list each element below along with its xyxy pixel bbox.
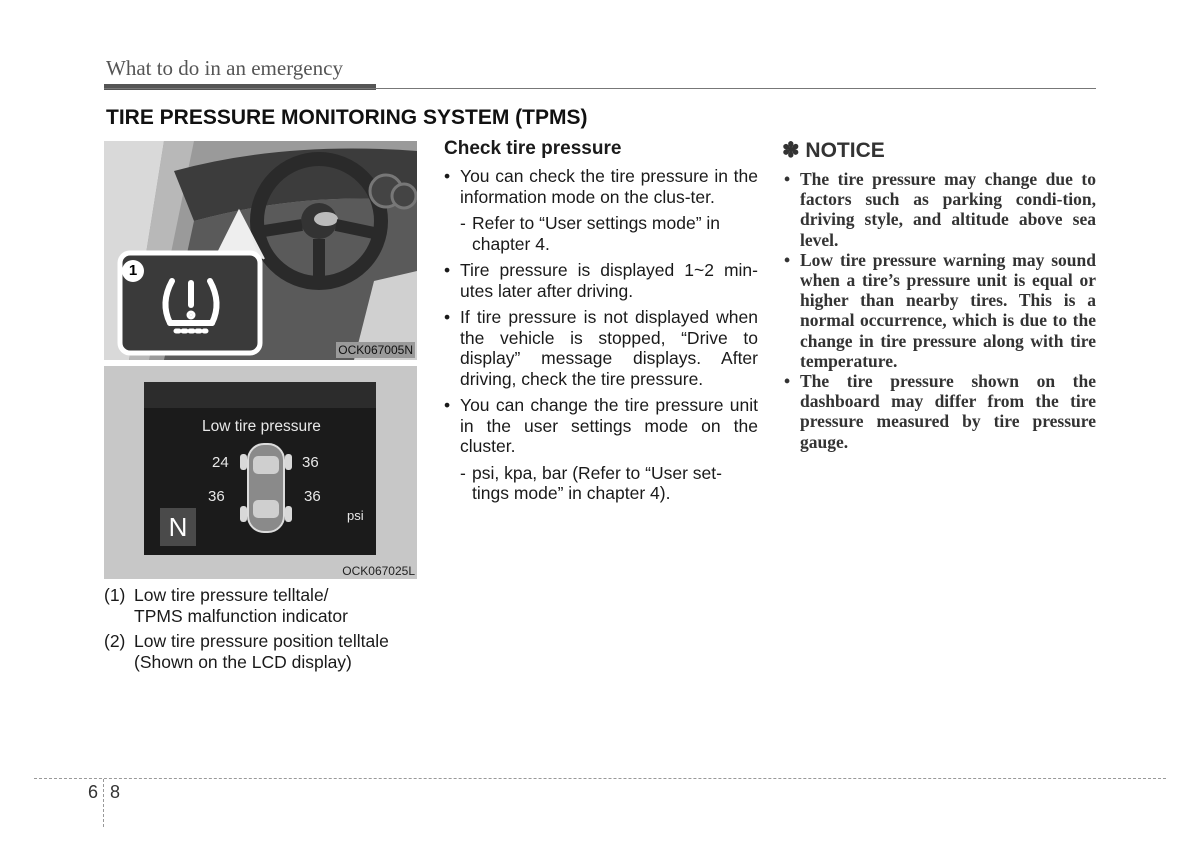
section-heading: Check tire pressure (444, 138, 622, 159)
dashboard-illustration (104, 141, 417, 360)
legend-text: Low tire pressure position telltale (134, 631, 389, 651)
notice-heading: ✽ NOTICE (782, 139, 885, 162)
lcd-figure (104, 366, 417, 579)
legend-text: Low tire pressure telltale/ (134, 585, 329, 605)
figure-code: OCK067025L (342, 564, 415, 578)
notice-item: • The tire pressure may change due to factors such as parking condi-tion, driving style, and altitude above sea level. (784, 169, 1096, 250)
pressure-rear-left: 36 (208, 488, 225, 505)
check-tire-pressure-section (444, 138, 758, 510)
running-header: What to do in an emergency (106, 56, 343, 80)
notice-item: • Low tire pressure warning may sound when a tire’s pressure unit is equal or higher than nearby tires. This is a normal occurrence, which is due to the change in tire pressure along with tire temperature. (784, 249, 1096, 371)
dashboard-figure (104, 141, 417, 360)
pressure-front-right: 36 (302, 454, 319, 471)
legend-text: TPMS malfunction indicator (134, 606, 348, 626)
pressure-unit: psi (347, 508, 364, 523)
lcd-title: Low tire pressure (202, 418, 321, 435)
legend-item (104, 631, 424, 673)
sub-item: - Refer to “User settings mode” in chapter 4. (460, 213, 721, 254)
callout-badge: 1 (122, 260, 144, 282)
notice-section (782, 138, 1096, 452)
list-item: • You can change the tire pressure unit in the user settings mode on the cluster. (444, 395, 758, 456)
header-rule (104, 88, 1096, 89)
section-title: TIRE PRESSURE MONITORING SYSTEM (TPMS) (106, 106, 588, 129)
footer-rule (34, 778, 1166, 779)
list-item: • You can check the tire pressure in the information mode on the clus-ter. (444, 166, 758, 207)
sub-item: - psi, kpa, bar (Refer to “User set-tings mode” in chapter 4). (460, 462, 722, 503)
notice-item: • The tire pressure shown on the dashboard may differ from the tire pressure measured by tire pressure gauge. (784, 371, 1096, 452)
lcd-display (144, 382, 376, 555)
legend-number: (2) (104, 631, 126, 651)
pressure-front-left: 24 (212, 454, 229, 471)
legend-number: (1) (104, 585, 126, 605)
figure-code: OCK067005N (338, 343, 413, 357)
legend-text: (Shown on the LCD display) (134, 652, 352, 672)
footer-divider (103, 779, 104, 827)
pressure-rear-right: 36 (304, 488, 321, 505)
page-number: 8 (110, 782, 121, 802)
list-item: • Tire pressure is displayed 1~2 min-utes later after driving. (444, 260, 758, 301)
header-rule-accent (104, 84, 376, 90)
legend-item (104, 585, 424, 627)
list-item: • If tire pressure is not displayed when the vehicle is stopped, “Drive to display” message displays. After driving, check the tire pressure. (444, 307, 758, 389)
gear-indicator: N (160, 508, 196, 546)
chapter-number: 6 (88, 782, 99, 802)
